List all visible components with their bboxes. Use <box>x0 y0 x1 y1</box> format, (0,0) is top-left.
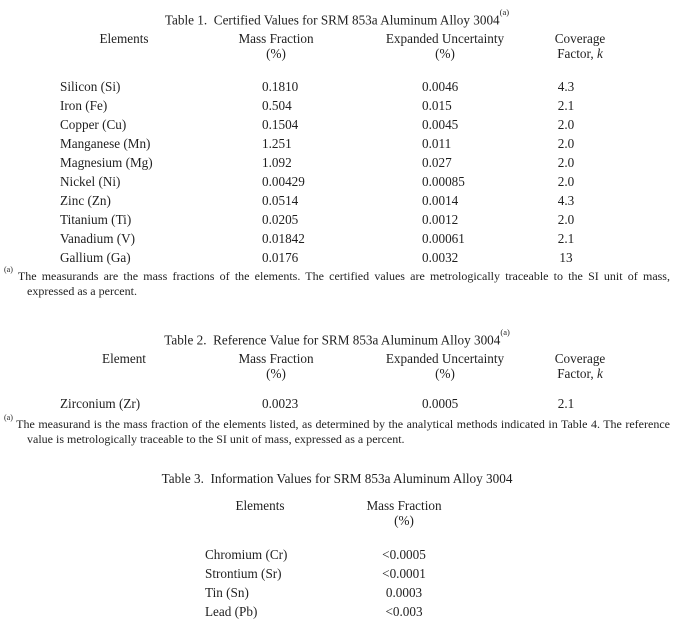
cell-mass-fraction: 1.251 <box>262 136 292 151</box>
table-3-body <box>0 545 674 621</box>
header-k-symbol: k <box>596 46 603 61</box>
header-mass-fraction-label: Mass Fraction <box>238 31 314 46</box>
table-row <box>0 564 674 583</box>
header-uncertainty-label: Expanded Uncertainty <box>385 351 505 366</box>
table-2-title-footnote-marker: (a) <box>500 327 510 337</box>
cell-uncertainty: 0.0032 <box>422 250 459 265</box>
table-1-header-row <box>0 31 674 63</box>
footnote-marker: (a) <box>4 265 13 274</box>
cell-coverage-factor: 4.3 <box>557 79 575 94</box>
cell-coverage-factor: 2.1 <box>557 396 575 411</box>
cell-element: Zinc (Zn) <box>60 193 111 208</box>
cell-coverage-factor: 2.1 <box>557 98 575 113</box>
table-2-header-mass-fraction <box>216 351 336 381</box>
table-1-header-uncertainty <box>375 31 515 61</box>
cell-coverage-factor: 2.0 <box>557 155 575 170</box>
cell-mass-fraction: 0.1504 <box>262 117 299 132</box>
table-1-header-mass-fraction <box>216 31 336 61</box>
header-coverage-line2 <box>540 46 620 61</box>
cell-uncertainty: 0.0045 <box>422 117 459 132</box>
cell-coverage-factor: 2.0 <box>557 117 575 132</box>
table-1-body <box>0 77 674 267</box>
table-row <box>0 248 674 267</box>
cell-mass-fraction: 0.0023 <box>262 396 299 411</box>
footnote-marker: (a) <box>4 413 13 422</box>
table-row <box>0 545 674 564</box>
cell-uncertainty: 0.0014 <box>422 193 459 208</box>
cell-element: Lead (Pb) <box>205 604 258 619</box>
cell-element: Tin (Sn) <box>205 585 249 600</box>
cell-element: Copper (Cu) <box>60 117 127 132</box>
table-1-header-elements <box>60 31 188 46</box>
cell-element: Zirconium (Zr) <box>60 396 141 411</box>
cell-uncertainty: 0.00085 <box>422 174 465 189</box>
header-element-label: Element <box>102 351 146 366</box>
table-row <box>0 153 674 172</box>
cell-mass-fraction: 0.0003 <box>385 585 423 600</box>
header-mass-fraction-unit: (%) <box>266 46 286 61</box>
table-1-title-text: Table 1. Certified Values for SRM 853a Aluminum Alloy 3004 <box>164 12 500 28</box>
table-2-title <box>0 328 674 348</box>
cell-element: Silicon (Si) <box>60 79 121 94</box>
header-factor-label: Factor, <box>557 366 594 381</box>
cell-coverage-factor: 2.0 <box>557 174 575 189</box>
table-row <box>0 229 674 248</box>
header-elements-label: Elements <box>99 31 149 46</box>
cell-coverage-factor: 2.0 <box>557 212 575 227</box>
table-3-title <box>0 471 674 487</box>
footnote-text: The measurands are the mass fractions of the elements. The certified values are metrologically traceable to the SI unit of mass, expressed as a percent. <box>17 269 670 298</box>
header-uncertainty-unit: (%) <box>435 366 455 381</box>
table-1-title <box>0 8 674 28</box>
table-row <box>0 96 674 115</box>
table-1-title-footnote-marker: (a) <box>499 7 510 17</box>
cell-mass-fraction: <0.0001 <box>382 566 426 581</box>
cell-uncertainty: 0.027 <box>422 155 452 170</box>
table-3-header-row <box>0 498 674 530</box>
table-row <box>0 210 674 229</box>
table-2-body <box>0 394 674 413</box>
cell-uncertainty: 0.011 <box>422 136 452 151</box>
cell-element: Strontium (Sr) <box>205 566 282 581</box>
cell-coverage-factor: 4.3 <box>557 193 575 208</box>
cell-uncertainty: 0.015 <box>422 98 452 113</box>
header-mass-fraction-unit: (%) <box>266 366 286 381</box>
table-row <box>0 583 674 602</box>
cell-element: Vanadium (V) <box>60 231 136 246</box>
cell-mass-fraction: 0.1810 <box>262 79 299 94</box>
cell-element: Chromium (Cr) <box>205 547 288 562</box>
table-2-footnote <box>0 414 670 446</box>
table-1-header-coverage-factor <box>540 31 620 61</box>
cell-mass-fraction: 0.504 <box>262 98 292 113</box>
table-3-header-mass-fraction <box>352 498 456 528</box>
table-row <box>0 191 674 210</box>
cell-uncertainty: 0.0012 <box>422 212 459 227</box>
table-row <box>0 394 674 413</box>
header-factor-label: Factor, <box>557 46 594 61</box>
header-mass-fraction-label: Mass Fraction <box>238 351 314 366</box>
cell-mass-fraction: <0.003 <box>385 604 423 619</box>
cell-mass-fraction: 0.0176 <box>262 250 299 265</box>
cell-element: Manganese (Mn) <box>60 136 151 151</box>
cell-element: Titanium (Ti) <box>60 212 132 227</box>
cell-uncertainty: 0.0005 <box>422 396 459 411</box>
footnote-text: The measurand is the mass fraction of the elements listed, as determined by the analytical methods indicated in Table 4. The reference value is metrologically traceable to the SI unit of mass, expressed as a percent. <box>16 417 670 446</box>
table-2-header-uncertainty <box>375 351 515 381</box>
cell-mass-fraction: 0.0205 <box>262 212 299 227</box>
table-3-header-elements <box>205 498 315 513</box>
table-1-footnote <box>0 266 670 298</box>
table-row <box>0 602 674 621</box>
cell-mass-fraction: 0.00429 <box>262 174 305 189</box>
header-mass-fraction-label: Mass Fraction <box>366 498 442 513</box>
header-uncertainty-label: Expanded Uncertainty <box>385 31 505 46</box>
cell-mass-fraction: 0.01842 <box>262 231 305 246</box>
cell-element: Magnesium (Mg) <box>60 155 153 170</box>
cell-coverage-factor: 2.1 <box>557 231 575 246</box>
table-2-header-row <box>0 351 674 383</box>
header-coverage-line2 <box>540 366 620 381</box>
table-2-title-text: Table 2. Reference Value for SRM 853a Aluminum Alloy 3004 <box>164 332 501 348</box>
table-row <box>0 134 674 153</box>
header-coverage-line1: Coverage <box>554 31 606 46</box>
header-uncertainty-unit: (%) <box>435 46 455 61</box>
table-row <box>0 115 674 134</box>
header-elements-label: Elements <box>235 498 285 513</box>
cell-coverage-factor: 2.0 <box>557 136 575 151</box>
cell-mass-fraction: <0.0005 <box>382 547 426 562</box>
cell-uncertainty: 0.00061 <box>422 231 465 246</box>
table-2-header-element <box>60 351 188 366</box>
header-coverage-line1: Coverage <box>554 351 606 366</box>
header-mass-fraction-unit: (%) <box>394 513 414 528</box>
cell-uncertainty: 0.0046 <box>422 79 459 94</box>
table-row <box>0 172 674 191</box>
table-row <box>0 77 674 96</box>
cell-coverage-factor: 13 <box>559 250 573 265</box>
cell-element: Iron (Fe) <box>60 98 108 113</box>
table-2-header-coverage-factor <box>540 351 620 381</box>
cell-element: Nickel (Ni) <box>60 174 121 189</box>
cell-mass-fraction: 1.092 <box>262 155 292 170</box>
cell-mass-fraction: 0.0514 <box>262 193 299 208</box>
cell-element: Gallium (Ga) <box>60 250 131 265</box>
table-3-title-text: Table 3. Information Values for SRM 853a Aluminum Alloy 3004 <box>161 471 513 486</box>
header-k-symbol: k <box>596 366 603 381</box>
